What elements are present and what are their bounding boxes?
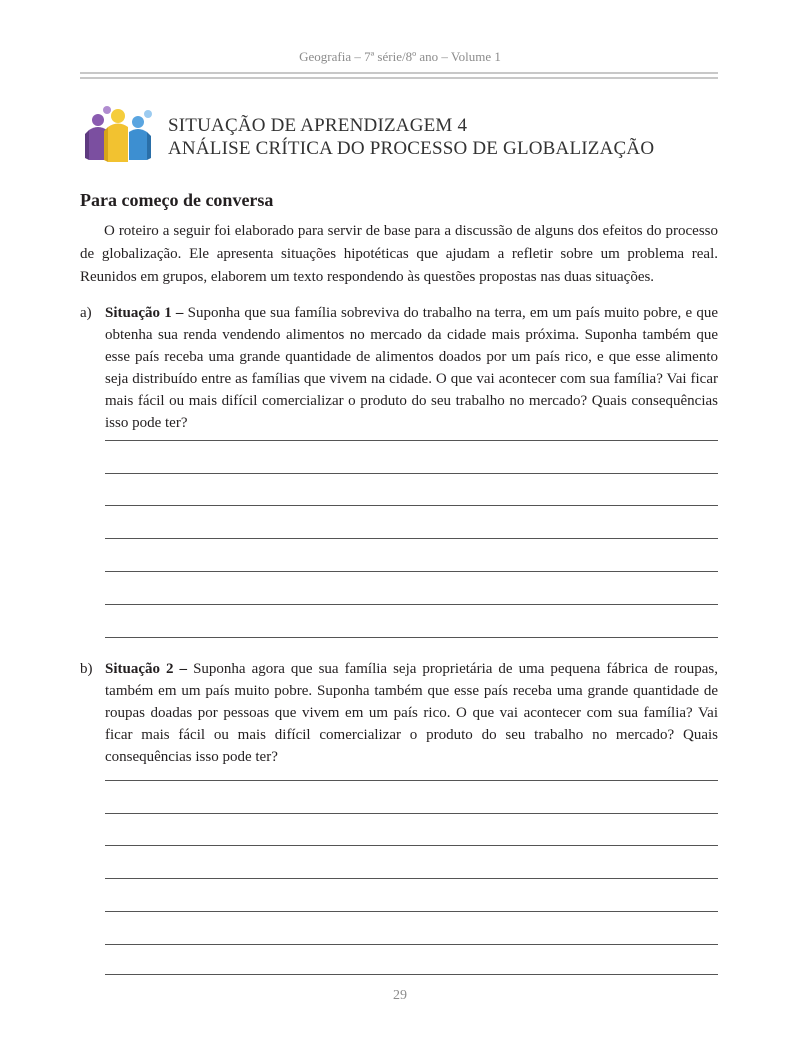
answer-line[interactable]	[105, 845, 718, 846]
page-number: 29	[393, 988, 407, 1003]
answer-line[interactable]	[105, 944, 718, 945]
header-rule	[80, 72, 718, 79]
people-group-icon	[82, 102, 156, 166]
question-body	[105, 658, 718, 768]
intro-paragraph: O roteiro a seguir foi elaborado para servir de base para a discussão de alguns dos efeitos do processo de globalização. Ele apresenta situações hipotéticas que ajudam a refletir sobre um problema real. Reunidos em grupos, elaborem um texto respondendo às questões propostas nas duas situações.	[80, 223, 718, 285]
situation-title	[168, 114, 654, 160]
question-label: Situação 1 –	[105, 305, 184, 321]
question-b	[80, 658, 718, 768]
question-label: Situação 2 –	[105, 661, 188, 677]
answer-line[interactable]	[105, 440, 718, 441]
answer-line[interactable]	[105, 813, 718, 814]
situation-title-line1: SITUAÇÃO DE APRENDIZAGEM 4	[168, 115, 468, 136]
answer-line[interactable]	[105, 911, 718, 912]
answer-line[interactable]	[105, 473, 718, 474]
question-text: Suponha agora que sua família seja proprietária de uma pequena fábrica de roupas, também em um país muito pobre. Suponha também que esse país receba uma grande quantidade de roupas doadas por pessoas que vivem em um país rico. O que vai acontecer com sua família? Vai ficar mais fácil ou mais difícil comercializar o produto do seu trabalho no mercado? Quais consequências isso pode ter?	[105, 661, 718, 765]
running-head: Geografia – 7ª série/8º ano – Volume 1	[299, 49, 501, 64]
question-body	[105, 302, 718, 434]
question-a	[80, 302, 718, 434]
answer-line[interactable]	[105, 974, 718, 975]
section-heading: Para começo de conversa	[80, 190, 274, 210]
answer-line[interactable]	[105, 780, 718, 781]
answer-line[interactable]	[105, 505, 718, 506]
answer-line[interactable]	[105, 538, 718, 539]
question-text: Suponha que sua família sobreviva do trabalho na terra, em um país muito pobre, e que obtenha sua renda vendendo alimentos no mercado da cidade mais próxima. Suponha também que esse país receba uma grande quantidade de alimentos doados por um país rico, e que esse alimento seja distribuído entre as famílias que vivem na cidade. O que vai acontecer com sua família? Vai ficar mais fácil ou mais difícil comercializar o produto do seu trabalho no mercado? Quais consequências isso pode ter?	[105, 305, 718, 431]
answer-line[interactable]	[105, 604, 718, 605]
answer-line[interactable]	[105, 878, 718, 879]
question-marker: a)	[80, 305, 92, 321]
situation-title-line2: ANÁLISE CRÍTICA DO PROCESSO DE GLOBALIZAÇÃO	[168, 138, 655, 159]
question-marker: b)	[80, 661, 93, 677]
answer-line[interactable]	[105, 637, 718, 638]
answer-line[interactable]	[105, 571, 718, 572]
